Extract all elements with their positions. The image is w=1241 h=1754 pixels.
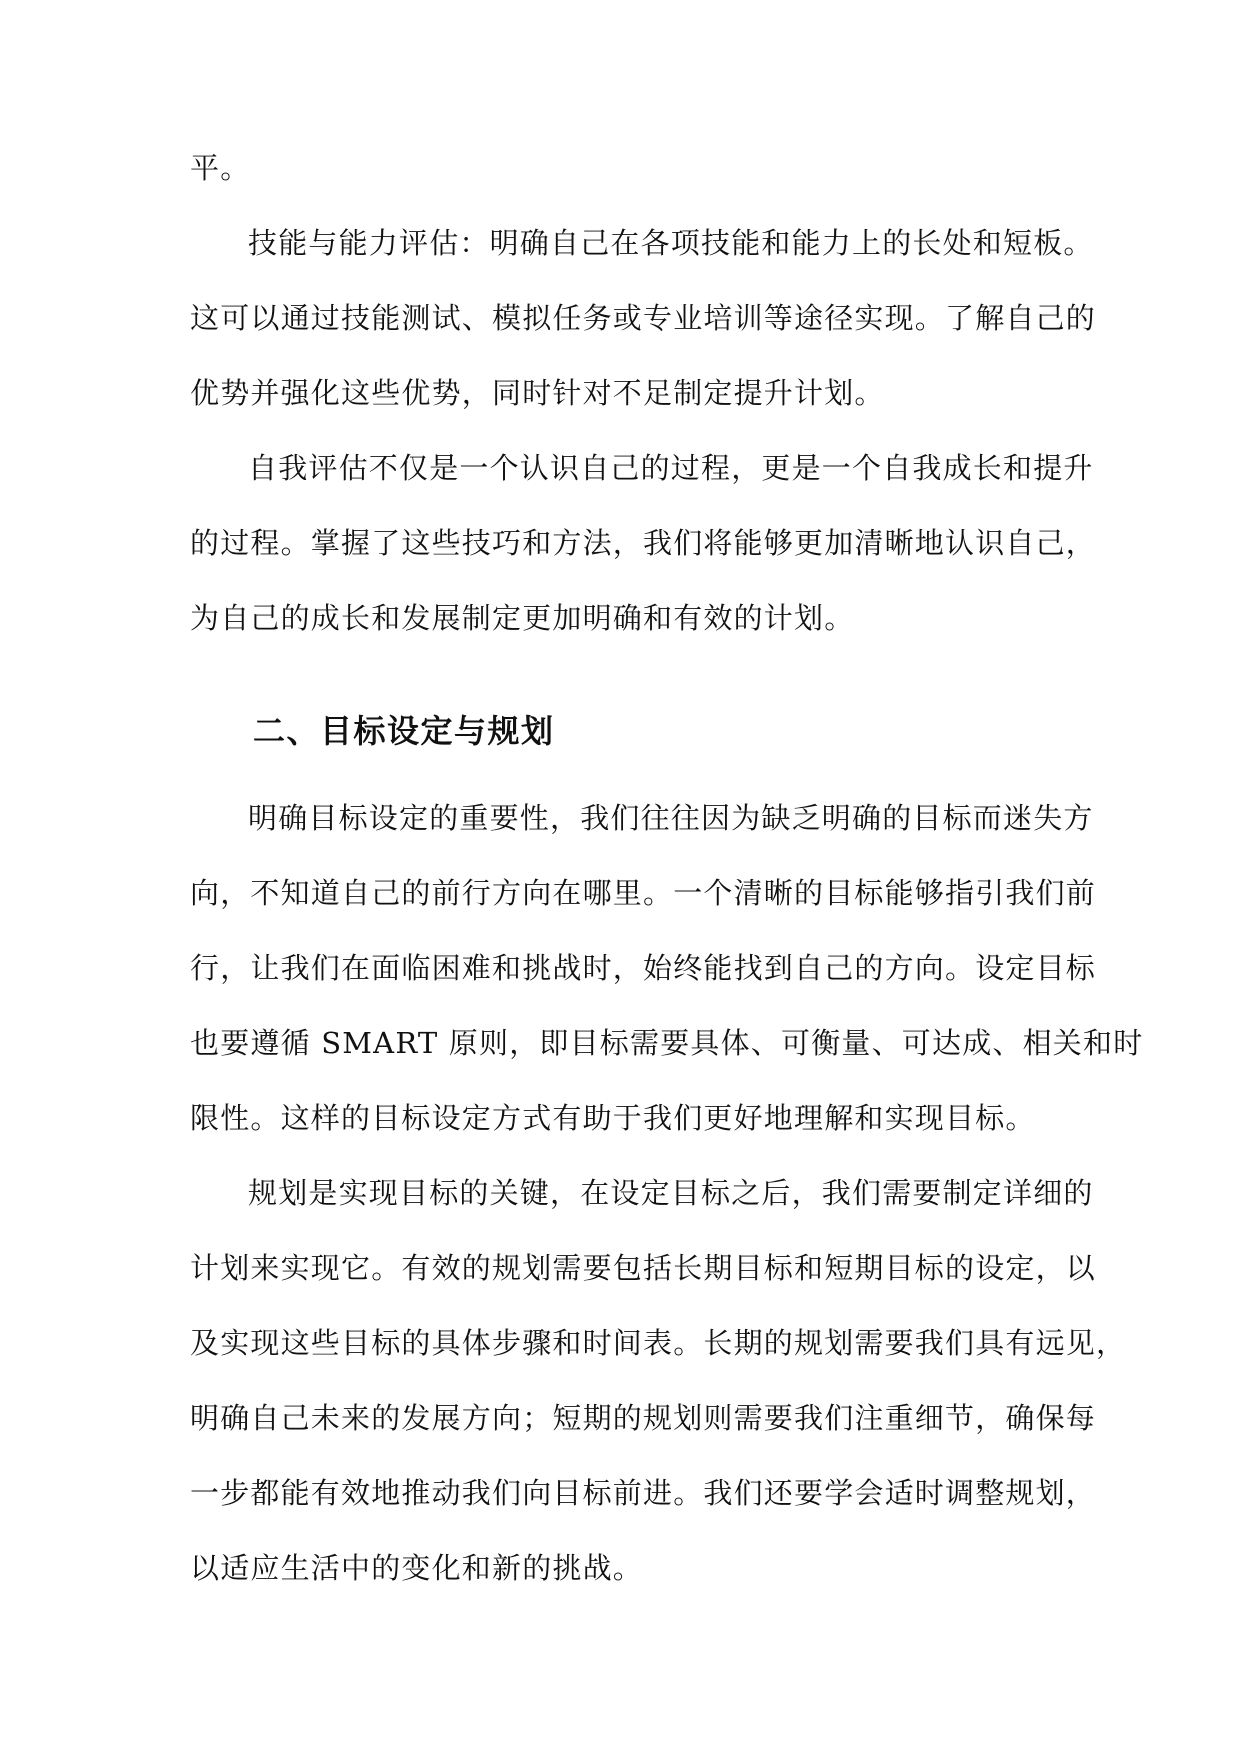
text-line: 限性。这样的目标设定方式有助于我们更好地理解和实现目标。 <box>190 1101 1036 1135</box>
text-line: 这可以通过技能测试、模拟任务或专业培训等途径实现。了解自己的 <box>190 301 1097 335</box>
text-line: 优势并强化这些优势，同时针对不足制定提升计划。 <box>190 376 885 410</box>
text-line: 也要遵循 SMART 原则，即目标需要具体、可衡量、可达成、相关和时 <box>190 1026 1144 1060</box>
text-line: 规划是实现目标的关键，在设定目标之后，我们需要制定详细的 <box>248 1176 1094 1210</box>
text-line: 的过程。掌握了这些技巧和方法，我们将能够更加清晰地认识自己， <box>190 526 1097 560</box>
text-line: 计划来实现它。有效的规划需要包括长期目标和短期目标的设定，以 <box>190 1251 1097 1285</box>
text-line: 自我评估不仅是一个认识自己的过程，更是一个自我成长和提升 <box>248 451 1094 485</box>
text-line: 向，不知道自己的前行方向在哪里。一个清晰的目标能够指引我们前 <box>190 876 1097 910</box>
text-line: 行，让我们在面临困难和挑战时，始终能找到自己的方向。设定目标 <box>190 951 1097 985</box>
text-line: 明确自己未来的发展方向；短期的规划则需要我们注重细节，确保每 <box>190 1401 1097 1435</box>
text-line: 平。 <box>190 151 251 185</box>
section-heading: 二、目标设定与规划 <box>253 712 555 750</box>
text-line: 明确目标设定的重要性，我们往往因为缺乏明确的目标而迷失方 <box>248 801 1094 835</box>
text-line: 一步都能有效地推动我们向目标前进。我们还要学会适时调整规划， <box>190 1476 1097 1510</box>
text-line: 及实现这些目标的具体步骤和时间表。长期的规划需要我们具有远见， <box>190 1326 1127 1360</box>
text-line: 为自己的成长和发展制定更加明确和有效的计划。 <box>190 601 855 635</box>
text-line: 以适应生活中的变化和新的挑战。 <box>190 1551 644 1585</box>
text-line: 技能与能力评估：明确自己在各项技能和能力上的长处和短板。 <box>248 226 1094 260</box>
